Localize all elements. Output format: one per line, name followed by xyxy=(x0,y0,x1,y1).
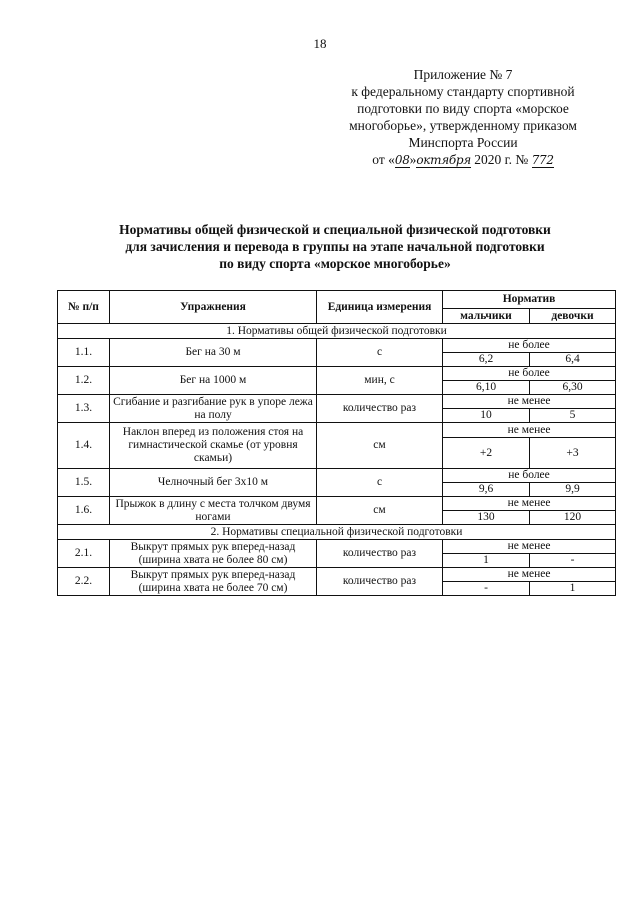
header-exercise: Упражнения xyxy=(110,291,317,324)
row-exercise: Прыжок в длину с места толчком двумя ногами xyxy=(110,497,317,525)
row-unit: см xyxy=(317,497,443,525)
section-title: 1. Нормативы общей физической подготовки xyxy=(58,324,616,339)
appendix-line: подготовки по виду спорта «морское xyxy=(357,101,569,116)
date-prefix: от « xyxy=(372,152,395,167)
title-line: Нормативы общей физической и специальной физической подготовки xyxy=(119,222,551,237)
row-boys-value: 6,10 xyxy=(443,381,530,395)
row-exercise: Челночный бег 3х10 м xyxy=(110,469,317,497)
header-norm: Норматив xyxy=(443,291,616,309)
row-unit: с xyxy=(317,339,443,367)
appendix-line: многоборье», утвержденному приказом xyxy=(349,118,577,133)
row-girls-value: 6,30 xyxy=(530,381,616,395)
row-unit: см xyxy=(317,423,443,469)
order-date-line xyxy=(318,151,608,169)
row-girls-value: 6,4 xyxy=(530,353,616,367)
handwritten-month: октября xyxy=(416,153,471,167)
appendix-block xyxy=(318,66,608,169)
row-boys-value: - xyxy=(443,582,530,596)
row-girls-value: +3 xyxy=(530,438,616,469)
handwritten-order-number: 772 xyxy=(531,153,554,167)
row-condition: не менее xyxy=(443,497,616,511)
row-unit: количество раз xyxy=(317,540,443,568)
row-num: 1.5. xyxy=(58,469,110,497)
row-exercise: Наклон вперед из положения стоя на гимнастической скамье (от уровня скамьи) xyxy=(110,423,317,469)
row-condition: не менее xyxy=(443,568,616,582)
handwritten-day: 08 xyxy=(394,153,410,167)
row-num: 1.2. xyxy=(58,367,110,395)
row-condition: не менее xyxy=(443,423,616,438)
date-year: 2020 г. № xyxy=(474,152,529,167)
row-girls-value: 120 xyxy=(530,511,616,525)
row-girls-value: - xyxy=(530,554,616,568)
row-boys-value: +2 xyxy=(443,438,530,469)
row-boys-value: 6,2 xyxy=(443,353,530,367)
header-num: № п/п xyxy=(58,291,110,324)
row-girls-value: 5 xyxy=(530,409,616,423)
row-condition: не более xyxy=(443,367,616,381)
page-number: 18 xyxy=(313,36,327,51)
row-exercise: Выкрут прямых рук вперед-назад (ширина хвата не более 80 см) xyxy=(110,540,317,568)
row-boys-value: 130 xyxy=(443,511,530,525)
row-boys-value: 1 xyxy=(443,554,530,568)
header-unit: Единица измерения xyxy=(317,291,443,324)
row-unit: количество раз xyxy=(317,568,443,596)
row-unit: количество раз xyxy=(317,395,443,423)
header-boys: мальчики xyxy=(443,309,530,324)
row-condition: не более xyxy=(443,339,616,353)
row-exercise: Бег на 30 м xyxy=(110,339,317,367)
date-mid: » xyxy=(409,152,417,167)
appendix-line: к федеральному стандарту спортивной xyxy=(351,84,575,99)
row-num: 1.3. xyxy=(58,395,110,423)
title-line: по виду спорта «морское многоборье» xyxy=(219,256,451,271)
row-num: 1.4. xyxy=(58,423,110,469)
row-unit: мин, с xyxy=(317,367,443,395)
row-num: 1.1. xyxy=(58,339,110,367)
title-line: для зачисления и перевода в группы на этапе начальной подготовки xyxy=(125,239,545,254)
row-condition: не более xyxy=(443,469,616,483)
row-girls-value: 1 xyxy=(530,582,616,596)
row-num: 1.6. xyxy=(58,497,110,525)
row-exercise: Бег на 1000 м xyxy=(110,367,317,395)
norms-table xyxy=(57,290,616,596)
row-boys-value: 9,6 xyxy=(443,483,530,497)
row-girls-value: 9,9 xyxy=(530,483,616,497)
appendix-line: Минспорта России xyxy=(408,135,518,150)
row-boys-value: 10 xyxy=(443,409,530,423)
row-condition: не менее xyxy=(443,540,616,554)
row-unit: с xyxy=(317,469,443,497)
row-num: 2.1. xyxy=(58,540,110,568)
header-girls: девочки xyxy=(530,309,616,324)
row-num: 2.2. xyxy=(58,568,110,596)
appendix-line: Приложение № 7 xyxy=(413,67,513,82)
row-condition: не менее xyxy=(443,395,616,409)
section-title: 2. Нормативы специальной физической подготовки xyxy=(58,525,616,540)
row-exercise: Сгибание и разгибание рук в упоре лежа на полу xyxy=(110,395,317,423)
row-exercise: Выкрут прямых рук вперед-назад (ширина хвата не более 70 см) xyxy=(110,568,317,596)
document-title xyxy=(40,221,630,272)
